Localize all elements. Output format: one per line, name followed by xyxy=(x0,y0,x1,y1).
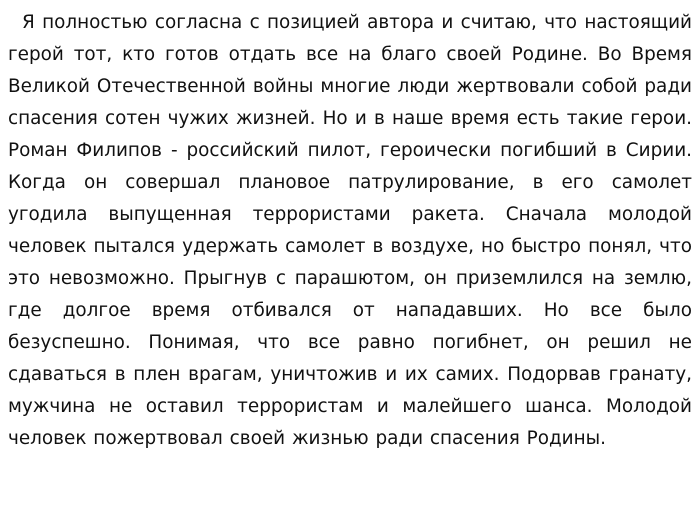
essay-paragraph: Я полностью согласна с позицией автора и считаю, что настоящий герой тот, кто готов отдать все на благо своей Родине. Во Время Великой Отечественной войны многие люди жертвовали собой ради спасения сотен чужих жизней. Но и в наше время есть такие герои. Роман Филипов - российский пилот, героически погибший в Сирии. Когда он совершал плановое патрулирование, в его самолет угодила выпущенная террористами ракета. Сначала молодой человек пытался удержать самолет в воздухе, но быстро понял, что это невозможно. Прыгнув с парашютом, он приземлился на землю, где долгое время отбивался от нападавших. Но все было безуспешно. Понимая, что все равно погибнет, он решил не сдаваться в плен врагам, уничтожив и их самих. Подорвав гранату, мужчина не оставил террористам и малейшего шанса. Молодой человек пожертвовал своей жизнью ради спасения Родины. xyxy=(8,12,692,449)
